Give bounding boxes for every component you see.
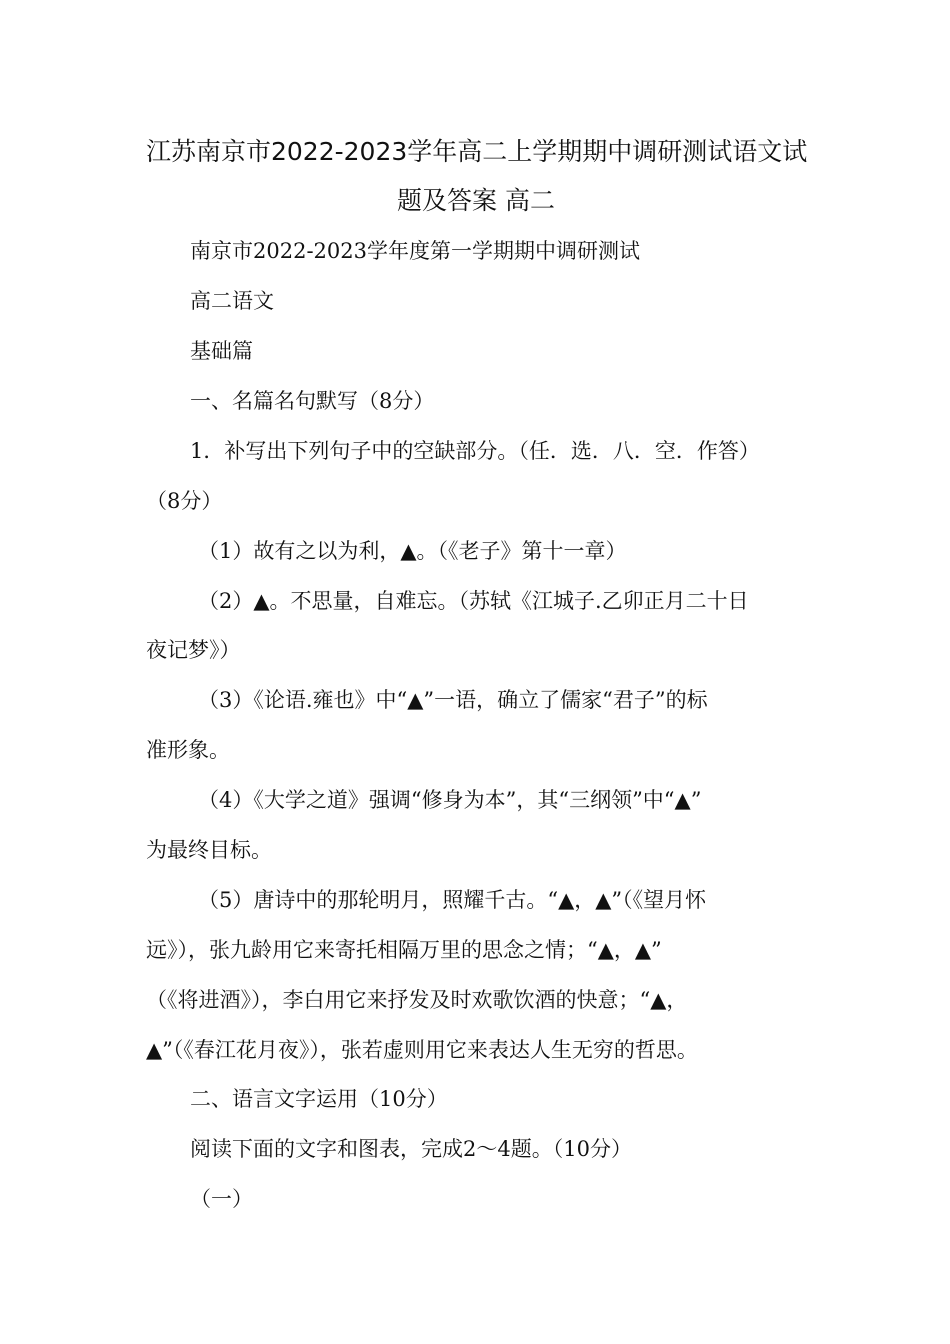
question-1-text: 1．补写出下列句子中的空缺部分。（任．选．八．空．作答） xyxy=(190,439,760,463)
question-1-score: （8分） xyxy=(146,489,223,513)
question-1-item-4-line-2: 为最终目标。 xyxy=(146,838,272,862)
question-1-item-3-line-2: 准形象。 xyxy=(146,738,230,762)
question-1-item-5-line-1: （5）唐诗中的那轮明月，照耀千古。“▲，▲”（《望月怀 xyxy=(198,888,707,912)
subject-heading: 高二语文 xyxy=(190,289,274,313)
question-1-item-4-line-1: （4）《大学之道》强调“修身为本”，其“三纲领”中“▲” xyxy=(198,788,702,812)
document-title-line-1: 江苏南京市2022-2023学年高二上学期期中调研测试语文试 xyxy=(146,137,808,166)
question-1-item-3-line-1: （3）《论语.雍也》中“▲”一语，确立了儒家“君子”的标 xyxy=(198,688,708,712)
subpart-heading-1: （一） xyxy=(190,1187,253,1211)
question-1-item-5-line-2: 远》），张九龄用它来寄托相隔万里的思念之情；“▲，▲” xyxy=(146,938,662,962)
document-title-line-2: 题及答案 高二 xyxy=(397,186,555,215)
question-1-item-1: （1）故有之以为利，▲。（《老子》第十一章） xyxy=(198,539,627,563)
question-1-item-2-line-2: 夜记梦》） xyxy=(146,638,241,662)
section-2-heading: 二、语言文字运用（10分） xyxy=(190,1087,448,1111)
reading-instruction: 阅读下面的文字和图表，完成2～4题。（10分） xyxy=(190,1137,632,1161)
question-1-item-5-line-4: ▲”（《春江花月夜》），张若虚则用它来表达人生无穷的哲思。 xyxy=(146,1038,698,1062)
question-1-item-5-line-3: （《将进酒》），李白用它来抒发及时欢歌饮酒的快意；“▲， xyxy=(146,988,688,1012)
section-1-heading: 一、名篇名句默写（8分） xyxy=(190,389,435,413)
exam-name: 南京市2022-2023学年度第一学期期中调研测试 xyxy=(190,239,640,263)
part-heading-basic: 基础篇 xyxy=(190,339,253,363)
question-1-item-2-line-1: （2）▲。不思量，自难忘。（苏轼《江城子.乙卯正月二十日 xyxy=(198,589,749,613)
